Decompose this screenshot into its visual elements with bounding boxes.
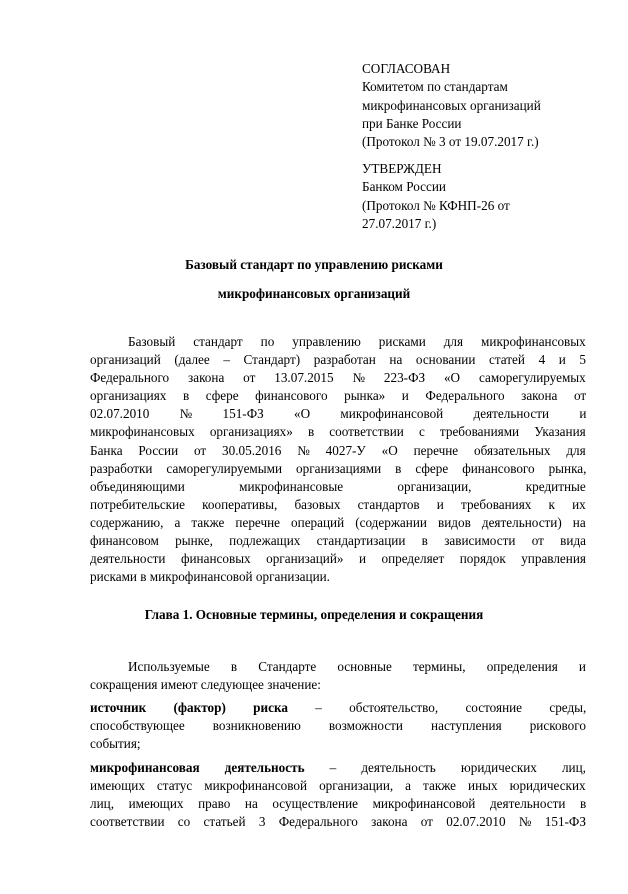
paragraph-line: лиц, имеющих право на осуществление микрофинансовой деятельности в	[90, 796, 587, 812]
paragraph-line: Базовый стандарт по управлению рисками для микрофинансовых	[128, 334, 586, 349]
paragraph-line: Используемые в Стандарте основные термины, определения и	[128, 659, 586, 674]
approval-line: микрофинансовых организаций	[362, 97, 541, 113]
approval-line: (Протокол № 3 от 19.07.2017 г.)	[362, 134, 539, 150]
approval-line: 27.07.2017 г.)	[362, 215, 437, 231]
approval-line: Банком России	[362, 179, 446, 195]
paragraph-line: события;	[90, 736, 141, 752]
term-name: микрофинансовая деятельность	[90, 760, 305, 775]
approval-block-agreed	[362, 60, 541, 151]
paragraph-line: Банка России от 30.05.2016 № 4027-У «О перечне обязательных для	[90, 442, 586, 458]
approval-line: УТВЕРЖДЕН	[362, 161, 442, 176]
paragraph-line: содержанию, а также перечне операций (содержании видов деятельности) на	[90, 514, 586, 530]
term-name: источник (фактор) риска	[90, 700, 288, 715]
term-definition-start: – деятельность юридических лиц,	[304, 760, 586, 775]
paragraph-line: сокращения имеют следующее значение:	[90, 677, 321, 693]
paragraph-line: деятельности финансовых организаций» и определяет порядок управления	[90, 551, 586, 567]
paragraph-line: потребительские кооперативы, базовых стандартов и требованиях к их	[90, 496, 586, 512]
paragraph-line: организациях в сфере финансового рынка» и Федерального закона от	[90, 388, 587, 404]
paragraph-line: Федерального закона от 13.07.2015 № 223-ФЗ «О саморегулируемых	[90, 370, 586, 386]
term-definition-start: – обстоятельство, состояние среды,	[287, 700, 587, 715]
term-definition-risk-source	[90, 699, 586, 753]
document-title-line2: микрофинансовых организаций	[217, 286, 411, 301]
paragraph-line: финансовом рынке, подлежащих стандартизации в зависимости от вида	[90, 533, 587, 549]
document-title-line1: Базовый стандарт по управлению рисками	[185, 257, 443, 272]
approval-block-approved	[362, 160, 510, 233]
paragraph-line: микрофинансовых организациях» в соответствии с требованиями Указания	[90, 424, 586, 440]
approval-line: при Банке России	[362, 115, 462, 131]
approval-line: СОГЛАСОВАН	[362, 61, 451, 76]
term-first-line	[90, 759, 586, 777]
paragraph-line: разработки саморегулируемыми организациями в сфере финансового рынка,	[90, 460, 587, 476]
approval-line: (Протокол № КФНП-26 от	[362, 197, 510, 213]
paragraph-line: имеющих статус микрофинансовой организации, а также иных юридических	[90, 778, 586, 794]
paragraph-line: соответствии со статьей 3 Федерального закона от 02.07.2010 № 151-ФЗ	[90, 814, 586, 830]
approval-line: Комитетом по стандартам	[362, 79, 508, 95]
paragraph-line: объединяющими микрофинансовые организации, кредитные	[90, 478, 586, 494]
term-definition-microfinance-activity	[90, 759, 586, 831]
term-first-line	[90, 699, 586, 717]
chapter-heading: Глава 1. Основные термины, определения и сокращения	[144, 607, 484, 622]
intro-paragraph	[90, 333, 586, 586]
paragraph-line: рисками в микрофинансовой организации.	[90, 569, 330, 585]
paragraph-line: способствующее возникновению возможности наступления рискового	[90, 718, 586, 734]
usage-paragraph	[90, 658, 586, 694]
paragraph-line: 02.07.2010 № 151-ФЗ «О микрофинансовой деятельности и	[90, 406, 587, 422]
paragraph-line: организаций (далее – Стандарт) разработан на основании статей 4 и 5	[90, 352, 587, 368]
